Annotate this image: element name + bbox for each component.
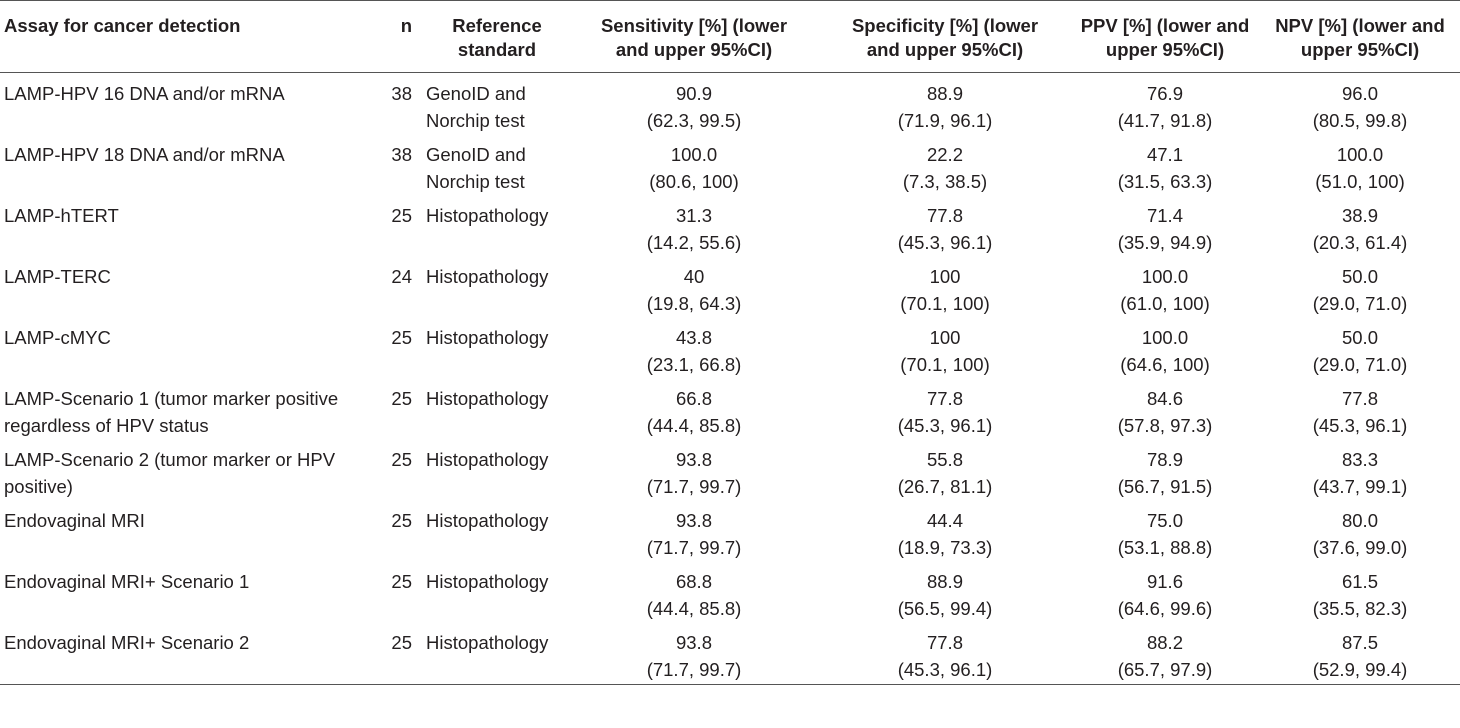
reference-line-2: Norchip test bbox=[426, 171, 525, 192]
cell-specificity bbox=[820, 256, 1070, 317]
ppv-value: 76.9 bbox=[1146, 83, 1183, 104]
header-n: n bbox=[384, 1, 418, 73]
assay-line-1: LAMP-Scenario 1 (tumor marker positive bbox=[4, 388, 339, 409]
reference-line-1: GenoID and bbox=[426, 83, 526, 104]
table-row bbox=[0, 500, 1460, 561]
ppv-value: 100.0 bbox=[1141, 266, 1189, 287]
cell-sensitivity bbox=[568, 622, 820, 684]
npv-ci: (35.5, 82.3) bbox=[1312, 598, 1408, 619]
ppv-ci: (35.9, 94.9) bbox=[1117, 232, 1213, 253]
ppv-ci: (53.1, 88.8) bbox=[1117, 537, 1213, 558]
table-row bbox=[0, 378, 1460, 439]
specificity-value: 55.8 bbox=[926, 449, 963, 470]
assay-line-1: LAMP-Scenario 2 (tumor marker or HPV bbox=[4, 449, 336, 470]
cell-npv bbox=[1260, 195, 1460, 256]
npv-ci: (80.5, 99.8) bbox=[1312, 110, 1408, 131]
cell-n bbox=[384, 561, 418, 622]
table-row bbox=[0, 73, 1460, 135]
cell-sensitivity bbox=[568, 500, 820, 561]
cell-assay bbox=[0, 622, 384, 684]
cell-specificity bbox=[820, 622, 1070, 684]
cell-reference-standard bbox=[418, 561, 568, 622]
cell-reference-standard bbox=[418, 317, 568, 378]
cell-ppv bbox=[1070, 378, 1260, 439]
ppv-ci: (64.6, 99.6) bbox=[1117, 598, 1213, 619]
sensitivity-ci: (44.4, 85.8) bbox=[646, 415, 742, 436]
n-value: 24 bbox=[391, 266, 412, 287]
npv-ci: (29.0, 71.0) bbox=[1312, 293, 1408, 314]
assay-line-1: LAMP-TERC bbox=[4, 266, 111, 287]
assay-line-2: positive) bbox=[4, 476, 73, 497]
reference-line-2: Norchip test bbox=[426, 110, 525, 131]
cell-specificity bbox=[820, 317, 1070, 378]
specificity-ci: (70.1, 100) bbox=[900, 354, 990, 375]
cell-npv bbox=[1260, 561, 1460, 622]
table-row bbox=[0, 317, 1460, 378]
cell-specificity bbox=[820, 561, 1070, 622]
npv-value: 77.8 bbox=[1341, 388, 1378, 409]
cell-specificity bbox=[820, 439, 1070, 500]
sensitivity-value: 66.8 bbox=[675, 388, 712, 409]
cell-specificity bbox=[820, 195, 1070, 256]
assay-line-1: Endovaginal MRI bbox=[4, 510, 145, 531]
sensitivity-value: 68.8 bbox=[675, 571, 712, 592]
cell-sensitivity bbox=[568, 195, 820, 256]
reference-line-1: Histopathology bbox=[426, 632, 549, 653]
cell-sensitivity bbox=[568, 317, 820, 378]
cell-npv bbox=[1260, 378, 1460, 439]
npv-ci: (51.0, 100) bbox=[1315, 171, 1405, 192]
sensitivity-value: 93.8 bbox=[675, 632, 712, 653]
specificity-value: 100 bbox=[929, 327, 961, 348]
cell-sensitivity bbox=[568, 378, 820, 439]
header-assay: Assay for cancer detection bbox=[0, 1, 384, 73]
cell-n bbox=[384, 500, 418, 561]
n-value: 25 bbox=[391, 510, 412, 531]
assay-line-1: LAMP-HPV 18 DNA and/or mRNA bbox=[4, 144, 285, 165]
ppv-ci: (64.6, 100) bbox=[1120, 354, 1210, 375]
npv-value: 96.0 bbox=[1341, 83, 1378, 104]
sensitivity-value: 93.8 bbox=[675, 449, 712, 470]
cell-ppv bbox=[1070, 561, 1260, 622]
ppv-value: 88.2 bbox=[1146, 632, 1183, 653]
sensitivity-value: 31.3 bbox=[675, 205, 712, 226]
specificity-value: 88.9 bbox=[926, 571, 963, 592]
specificity-value: 100 bbox=[929, 266, 961, 287]
specificity-ci: (26.7, 81.1) bbox=[897, 476, 993, 497]
sensitivity-ci: (14.2, 55.6) bbox=[646, 232, 742, 253]
sensitivity-ci: (71.7, 99.7) bbox=[646, 659, 742, 680]
table-row bbox=[0, 134, 1460, 195]
cell-specificity bbox=[820, 378, 1070, 439]
cell-assay bbox=[0, 378, 384, 439]
specificity-ci: (45.3, 96.1) bbox=[897, 415, 993, 436]
assay-line-1: LAMP-cMYC bbox=[4, 327, 111, 348]
sensitivity-ci: (44.4, 85.8) bbox=[646, 598, 742, 619]
reference-line-1: Histopathology bbox=[426, 388, 549, 409]
specificity-value: 77.8 bbox=[926, 388, 963, 409]
header-sensitivity: Sensitivity [%] (lower and upper 95%CI) bbox=[568, 1, 820, 73]
assay-line-1: LAMP-HPV 16 DNA and/or mRNA bbox=[4, 83, 285, 104]
cell-reference-standard bbox=[418, 256, 568, 317]
assay-line-1: LAMP-hTERT bbox=[4, 205, 119, 226]
ppv-value: 100.0 bbox=[1141, 327, 1189, 348]
n-value: 25 bbox=[391, 205, 412, 226]
cell-npv bbox=[1260, 500, 1460, 561]
ppv-value: 47.1 bbox=[1146, 144, 1183, 165]
npv-value: 38.9 bbox=[1341, 205, 1378, 226]
cell-n bbox=[384, 73, 418, 135]
reference-line-1: Histopathology bbox=[426, 327, 549, 348]
reference-line-1: Histopathology bbox=[426, 449, 549, 470]
n-value: 25 bbox=[391, 571, 412, 592]
assay-line-1: Endovaginal MRI+ Scenario 1 bbox=[4, 571, 250, 592]
assay-line-1: Endovaginal MRI+ Scenario 2 bbox=[4, 632, 250, 653]
reference-line-1: Histopathology bbox=[426, 266, 549, 287]
header-specificity: Specificity [%] (lower and upper 95%CI) bbox=[820, 1, 1070, 73]
cell-reference-standard bbox=[418, 500, 568, 561]
sensitivity-value: 40 bbox=[683, 266, 705, 287]
specificity-ci: (18.9, 73.3) bbox=[897, 537, 993, 558]
npv-value: 80.0 bbox=[1341, 510, 1378, 531]
n-value: 38 bbox=[391, 144, 412, 165]
cell-specificity bbox=[820, 500, 1070, 561]
n-value: 25 bbox=[391, 327, 412, 348]
sensitivity-ci: (71.7, 99.7) bbox=[646, 476, 742, 497]
npv-ci: (37.6, 99.0) bbox=[1312, 537, 1408, 558]
sensitivity-ci: (62.3, 99.5) bbox=[646, 110, 742, 131]
ppv-ci: (31.5, 63.3) bbox=[1117, 171, 1213, 192]
sensitivity-ci: (19.8, 64.3) bbox=[646, 293, 742, 314]
npv-value: 61.5 bbox=[1341, 571, 1378, 592]
ppv-value: 75.0 bbox=[1146, 510, 1183, 531]
cell-n bbox=[384, 439, 418, 500]
sensitivity-value: 90.9 bbox=[675, 83, 712, 104]
cell-specificity bbox=[820, 134, 1070, 195]
ppv-value: 91.6 bbox=[1146, 571, 1183, 592]
table-row bbox=[0, 195, 1460, 256]
npv-value: 50.0 bbox=[1341, 266, 1378, 287]
npv-ci: (45.3, 96.1) bbox=[1312, 415, 1408, 436]
cell-ppv bbox=[1070, 73, 1260, 135]
header-npv: NPV [%] (lower and upper 95%CI) bbox=[1260, 1, 1460, 73]
cell-assay bbox=[0, 500, 384, 561]
npv-value: 50.0 bbox=[1341, 327, 1378, 348]
cell-specificity bbox=[820, 73, 1070, 135]
assay-line-2: regardless of HPV status bbox=[4, 415, 209, 436]
specificity-ci: (56.5, 99.4) bbox=[897, 598, 993, 619]
specificity-ci: (7.3, 38.5) bbox=[902, 171, 988, 192]
cell-assay bbox=[0, 195, 384, 256]
ppv-ci: (61.0, 100) bbox=[1120, 293, 1210, 314]
cell-n bbox=[384, 195, 418, 256]
reference-line-1: Histopathology bbox=[426, 205, 549, 226]
cell-assay bbox=[0, 134, 384, 195]
cell-reference-standard bbox=[418, 134, 568, 195]
reference-line-1: Histopathology bbox=[426, 510, 549, 531]
cell-assay bbox=[0, 256, 384, 317]
ppv-ci: (41.7, 91.8) bbox=[1117, 110, 1213, 131]
cell-assay bbox=[0, 73, 384, 135]
specificity-value: 77.8 bbox=[926, 205, 963, 226]
npv-value: 83.3 bbox=[1341, 449, 1378, 470]
ppv-ci: (65.7, 97.9) bbox=[1117, 659, 1213, 680]
npv-value: 87.5 bbox=[1341, 632, 1378, 653]
cell-npv bbox=[1260, 622, 1460, 684]
table-row bbox=[0, 622, 1460, 684]
cell-reference-standard bbox=[418, 73, 568, 135]
cell-n bbox=[384, 317, 418, 378]
cell-ppv bbox=[1070, 256, 1260, 317]
cell-ppv bbox=[1070, 622, 1260, 684]
cell-reference-standard bbox=[418, 195, 568, 256]
cell-sensitivity bbox=[568, 73, 820, 135]
cell-sensitivity bbox=[568, 256, 820, 317]
npv-ci: (52.9, 99.4) bbox=[1312, 659, 1408, 680]
cell-assay bbox=[0, 439, 384, 500]
npv-ci: (43.7, 99.1) bbox=[1312, 476, 1408, 497]
table-row bbox=[0, 256, 1460, 317]
cell-assay bbox=[0, 317, 384, 378]
n-value: 25 bbox=[391, 449, 412, 470]
cell-npv bbox=[1260, 134, 1460, 195]
header-ppv: PPV [%] (lower and upper 95%CI) bbox=[1070, 1, 1260, 73]
ppv-value: 71.4 bbox=[1146, 205, 1183, 226]
ppv-value: 84.6 bbox=[1146, 388, 1183, 409]
cell-assay bbox=[0, 561, 384, 622]
specificity-ci: (70.1, 100) bbox=[900, 293, 990, 314]
table-row bbox=[0, 561, 1460, 622]
cell-n bbox=[384, 134, 418, 195]
ppv-value: 78.9 bbox=[1146, 449, 1183, 470]
cell-reference-standard bbox=[418, 439, 568, 500]
cell-reference-standard bbox=[418, 378, 568, 439]
ppv-ci: (57.8, 97.3) bbox=[1117, 415, 1213, 436]
specificity-value: 44.4 bbox=[926, 510, 963, 531]
npv-ci: (20.3, 61.4) bbox=[1312, 232, 1408, 253]
reference-line-1: Histopathology bbox=[426, 571, 549, 592]
cell-npv bbox=[1260, 256, 1460, 317]
sensitivity-value: 100.0 bbox=[670, 144, 718, 165]
header-reference-standard: Reference standard bbox=[418, 1, 568, 73]
npv-value: 100.0 bbox=[1336, 144, 1384, 165]
header-row bbox=[0, 1, 1460, 73]
reference-line-1: GenoID and bbox=[426, 144, 526, 165]
table-body bbox=[0, 73, 1460, 685]
table-row bbox=[0, 439, 1460, 500]
cell-n bbox=[384, 378, 418, 439]
cell-sensitivity bbox=[568, 439, 820, 500]
specificity-ci: (45.3, 96.1) bbox=[897, 659, 993, 680]
cell-npv bbox=[1260, 73, 1460, 135]
n-value: 38 bbox=[391, 83, 412, 104]
specificity-value: 88.9 bbox=[926, 83, 963, 104]
cell-ppv bbox=[1070, 500, 1260, 561]
sensitivity-value: 43.8 bbox=[675, 327, 712, 348]
cell-n bbox=[384, 622, 418, 684]
cell-sensitivity bbox=[568, 561, 820, 622]
ppv-ci: (56.7, 91.5) bbox=[1117, 476, 1213, 497]
cell-ppv bbox=[1070, 195, 1260, 256]
cell-ppv bbox=[1070, 134, 1260, 195]
specificity-ci: (45.3, 96.1) bbox=[897, 232, 993, 253]
cell-npv bbox=[1260, 439, 1460, 500]
cell-sensitivity bbox=[568, 134, 820, 195]
cell-n bbox=[384, 256, 418, 317]
sensitivity-ci: (80.6, 100) bbox=[649, 171, 739, 192]
n-value: 25 bbox=[391, 388, 412, 409]
npv-ci: (29.0, 71.0) bbox=[1312, 354, 1408, 375]
cell-ppv bbox=[1070, 317, 1260, 378]
specificity-value: 22.2 bbox=[926, 144, 963, 165]
specificity-ci: (71.9, 96.1) bbox=[897, 110, 993, 131]
cell-npv bbox=[1260, 317, 1460, 378]
specificity-value: 77.8 bbox=[926, 632, 963, 653]
cell-ppv bbox=[1070, 439, 1260, 500]
cell-reference-standard bbox=[418, 622, 568, 684]
sensitivity-value: 93.8 bbox=[675, 510, 712, 531]
n-value: 25 bbox=[391, 632, 412, 653]
sensitivity-ci: (23.1, 66.8) bbox=[646, 354, 742, 375]
sensitivity-ci: (71.7, 99.7) bbox=[646, 537, 742, 558]
